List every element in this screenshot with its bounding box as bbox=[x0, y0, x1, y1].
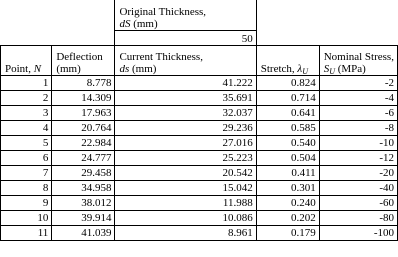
table-row bbox=[1, 211, 398, 226]
current-thickness-cell: 29.236 bbox=[115, 121, 256, 136]
stretch-header-subscript: U bbox=[302, 67, 308, 76]
deflection-header-label: Deflection bbox=[56, 51, 103, 63]
point-cell: 11 bbox=[1, 226, 52, 241]
nominal-stress-cell: -8 bbox=[319, 121, 397, 136]
table-row bbox=[1, 136, 398, 151]
stretch-cell: 0.411 bbox=[256, 166, 319, 181]
deflection-cell: 34.958 bbox=[52, 181, 115, 196]
current-thickness-header bbox=[115, 46, 256, 76]
table-row bbox=[1, 166, 398, 181]
stretch-header-label: Stretch, bbox=[260, 63, 298, 75]
nominal-stress-cell: -2 bbox=[319, 76, 397, 91]
stretch-cell: 0.179 bbox=[256, 226, 319, 241]
deflection-header-unit: (mm) bbox=[56, 63, 81, 75]
table-row bbox=[1, 106, 398, 121]
nominal-stress-cell: -6 bbox=[319, 106, 397, 121]
original-thickness-symbol: dS bbox=[119, 18, 131, 30]
deflection-cell: 20.764 bbox=[52, 121, 115, 136]
stretch-cell: 0.824 bbox=[256, 76, 319, 91]
nominal-stress-header-subscript: U bbox=[329, 67, 335, 76]
nominal-stress-header bbox=[319, 46, 397, 76]
column-header-row bbox=[1, 46, 398, 76]
point-cell: 5 bbox=[1, 136, 52, 151]
current-thickness-header-label: Current Thickness, bbox=[119, 51, 203, 63]
deflection-cell: 14.309 bbox=[52, 91, 115, 106]
deflection-cell: 22.984 bbox=[52, 136, 115, 151]
deflection-cell: 17.963 bbox=[52, 106, 115, 121]
deflection-cell: 39.914 bbox=[52, 211, 115, 226]
table-row bbox=[1, 196, 398, 211]
deflection-cell: 8.778 bbox=[52, 76, 115, 91]
current-thickness-header-symbol: ds bbox=[119, 63, 130, 75]
table-row bbox=[1, 181, 398, 196]
current-thickness-cell: 10.086 bbox=[115, 211, 256, 226]
stretch-cell: 0.714 bbox=[256, 91, 319, 106]
current-thickness-header-unit: (mm) bbox=[129, 63, 157, 75]
point-cell: 1 bbox=[1, 76, 52, 91]
nominal-stress-cell: -20 bbox=[319, 166, 397, 181]
point-header-symbol: N bbox=[33, 63, 42, 75]
current-thickness-cell: 20.542 bbox=[115, 166, 256, 181]
point-cell: 10 bbox=[1, 211, 52, 226]
original-thickness-value: 50 bbox=[115, 31, 256, 46]
table-row bbox=[1, 226, 398, 241]
table-row bbox=[1, 76, 398, 91]
current-thickness-cell: 8.961 bbox=[115, 226, 256, 241]
stretch-cell: 0.585 bbox=[256, 121, 319, 136]
nominal-stress-header-label: Nominal Stress, bbox=[323, 51, 394, 63]
point-cell: 6 bbox=[1, 151, 52, 166]
stretch-cell: 0.301 bbox=[256, 181, 319, 196]
nominal-stress-header-unit: (MPa) bbox=[334, 63, 366, 75]
point-header-label: Point, bbox=[5, 63, 34, 75]
nominal-stress-cell: -4 bbox=[319, 91, 397, 106]
table-row bbox=[1, 151, 398, 166]
stretch-cell: 0.540 bbox=[256, 136, 319, 151]
stretch-header bbox=[256, 46, 319, 76]
deflection-cell: 29.458 bbox=[52, 166, 115, 181]
table-row bbox=[1, 121, 398, 136]
deflection-cell: 24.777 bbox=[52, 151, 115, 166]
current-thickness-cell: 32.037 bbox=[115, 106, 256, 121]
stretch-header-symbol: λ bbox=[297, 63, 303, 75]
current-thickness-cell: 27.016 bbox=[115, 136, 256, 151]
deflection-cell: 41.039 bbox=[52, 226, 115, 241]
current-thickness-cell: 25.223 bbox=[115, 151, 256, 166]
deflection-cell: 38.012 bbox=[52, 196, 115, 211]
point-cell: 3 bbox=[1, 106, 52, 121]
deflection-header bbox=[52, 46, 115, 76]
stretch-cell: 0.202 bbox=[256, 211, 319, 226]
nominal-stress-cell: -40 bbox=[319, 181, 397, 196]
point-cell: 8 bbox=[1, 181, 52, 196]
nominal-stress-cell: -100 bbox=[319, 226, 397, 241]
original-thickness-label: Original Thickness, bbox=[119, 6, 207, 18]
original-thickness-header bbox=[115, 0, 256, 31]
nominal-stress-header-symbol: S bbox=[323, 63, 330, 75]
current-thickness-cell: 15.042 bbox=[115, 181, 256, 196]
point-cell: 2 bbox=[1, 91, 52, 106]
current-thickness-cell: 35.691 bbox=[115, 91, 256, 106]
nominal-stress-cell: -10 bbox=[319, 136, 397, 151]
stretch-cell: 0.504 bbox=[256, 151, 319, 166]
nominal-stress-cell: -80 bbox=[319, 211, 397, 226]
nominal-stress-cell: -60 bbox=[319, 196, 397, 211]
stretch-cell: 0.641 bbox=[256, 106, 319, 121]
nominal-stress-cell: -12 bbox=[319, 151, 397, 166]
point-cell: 4 bbox=[1, 121, 52, 136]
original-thickness-unit: (mm) bbox=[133, 18, 158, 30]
stretch-cell: 0.240 bbox=[256, 196, 319, 211]
point-cell: 9 bbox=[1, 196, 52, 211]
table-row bbox=[1, 91, 398, 106]
current-thickness-cell: 41.222 bbox=[115, 76, 256, 91]
current-thickness-cell: 11.988 bbox=[115, 196, 256, 211]
point-cell: 7 bbox=[1, 166, 52, 181]
point-header bbox=[1, 46, 52, 76]
